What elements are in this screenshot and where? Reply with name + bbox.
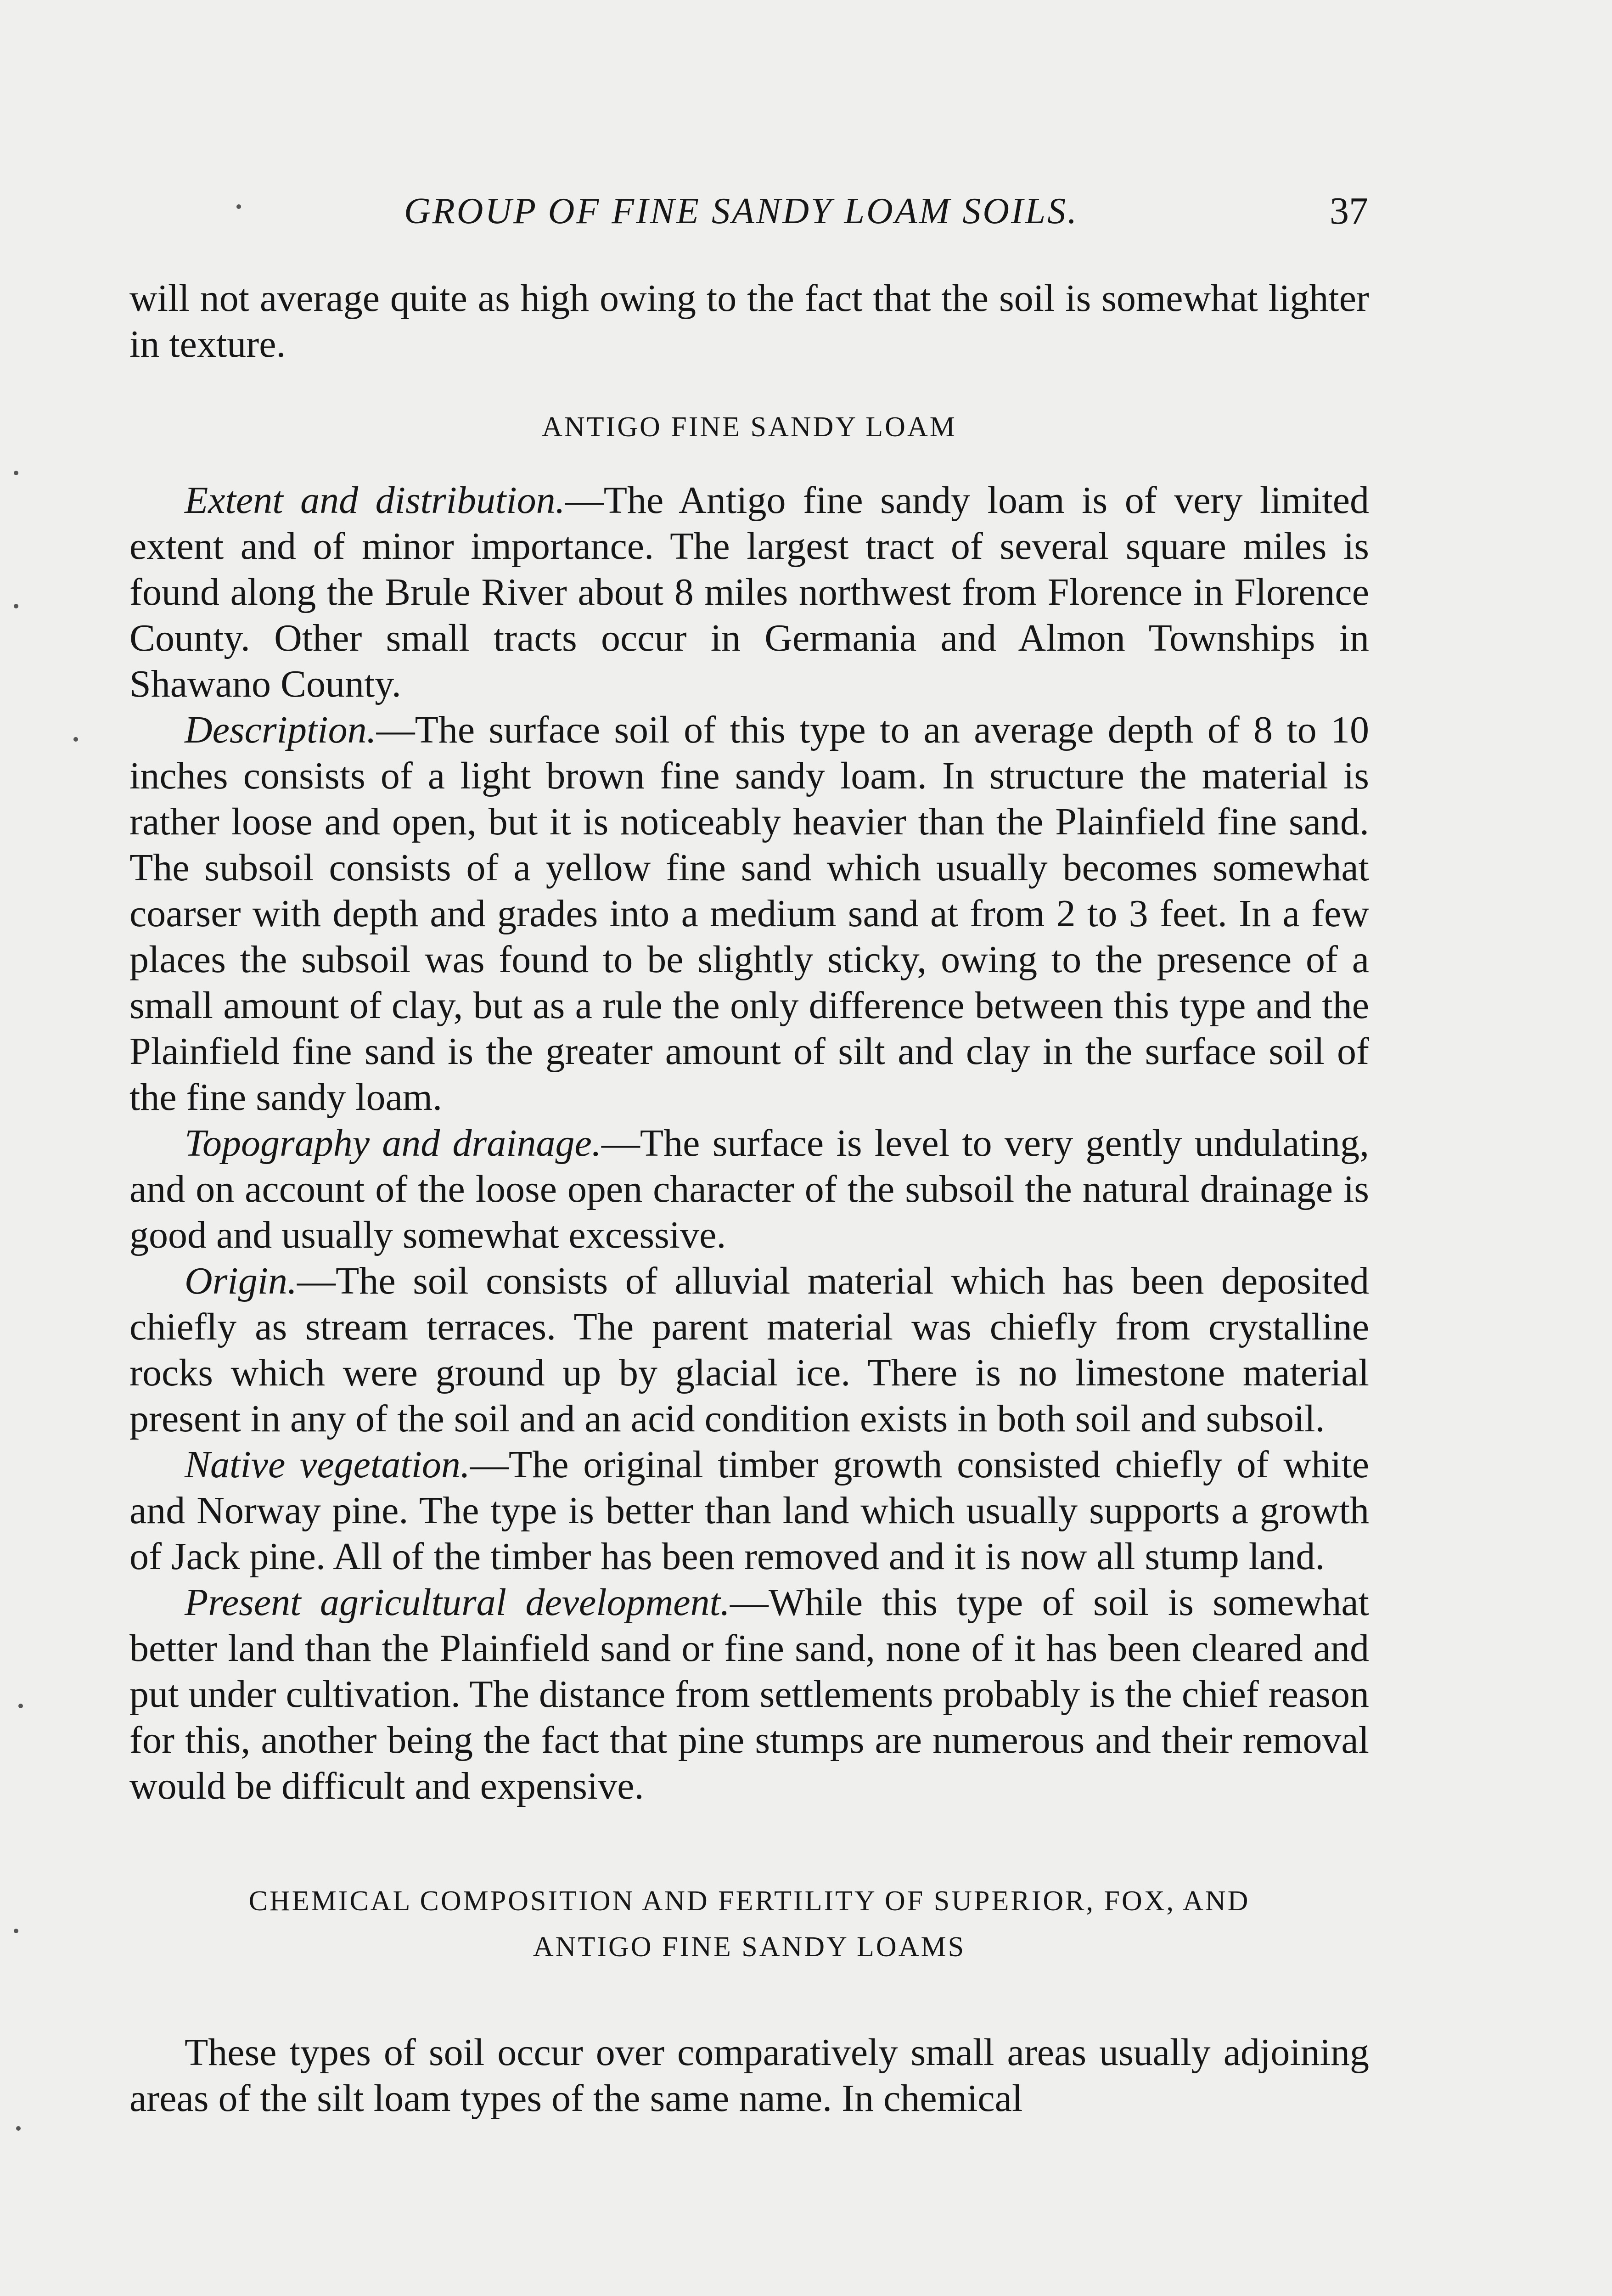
- chemical-heading: [129, 1878, 1369, 1970]
- paragraph-label: Present agricultural development.: [185, 1581, 730, 1624]
- paragraph-text: —The Antigo fine sandy loam is of very limited extent and of minor importance. The largest tract of several square miles is found along the Brule River about 8 miles northwest from Florence in Florence County. Other small tracts occur in Germania and Almon Townships in Shawano County.: [129, 479, 1369, 705]
- running-head: [404, 184, 1368, 239]
- paragraph-origin: [129, 1258, 1369, 1442]
- paragraph-label: Description.: [185, 709, 376, 751]
- paragraph-label: Native vegetation.: [185, 1443, 470, 1486]
- margin-speck: [14, 471, 18, 475]
- paragraph-label: Origin.: [185, 1260, 298, 1302]
- margin-speck: [16, 2126, 21, 2131]
- closing-paragraph: These types of soil occur over comparatively small areas usually adjoining areas of the silt loam types of the same name. In chemical: [129, 2031, 1369, 2120]
- paragraph-label: Topography and drainage.: [185, 1122, 601, 1165]
- paragraph-development: [129, 1580, 1369, 1809]
- paragraph-vegetation: [129, 1442, 1369, 1580]
- body-text: [129, 276, 1369, 2122]
- running-title: GROUP OF FINE SANDY LOAM SOILS.: [404, 191, 1079, 231]
- continued-paragraph: will not average quite as high owing to the fact that the soil is somewhat lighter in texture.: [129, 277, 1369, 366]
- paragraph-label: Extent and distribution.: [185, 479, 565, 522]
- margin-speck: [14, 1929, 18, 1933]
- paragraph-description: [129, 707, 1369, 1120]
- paragraph-text: —While this type of soil is somewhat better land than the Plainfield sand or fine sand, none of it has been cleared and put under cultivation. The distance from settlements probably is the chief reason for this, another being the fact that pine stumps are numerous and their removal would be difficult and expensive.: [129, 1581, 1369, 1807]
- margin-speck: [73, 737, 78, 742]
- paragraph-topography: [129, 1120, 1369, 1258]
- page-number: 37: [1330, 190, 1368, 232]
- chemical-heading-line-1: CHEMICAL COMPOSITION AND FERTILITY OF SUPERIOR, FOX, AND: [248, 1885, 1250, 1917]
- margin-speck: [18, 1704, 23, 1708]
- margin-speck: [236, 204, 241, 209]
- chemical-heading-line-2: ANTIGO FINE SANDY LOAMS: [533, 1931, 966, 1963]
- section-heading: ANTIGO FINE SANDY LOAM: [542, 411, 957, 443]
- paragraph-extent: [129, 478, 1369, 707]
- paragraph-text: —The soil consists of alluvial material which has been deposited chiefly as stream terraces. The parent material was chiefly from crystalline rocks which were ground up by glacial ice. There is no limestone material present in any of the soil and an acid condition exists in both soil and subsoil.: [129, 1260, 1369, 1440]
- paragraph-text: —The surface is level to very gently undulating, and on account of the loose open character of the subsoil the natural drainage is good and usually somewhat excessive.: [129, 1122, 1370, 1256]
- margin-speck: [14, 604, 18, 608]
- paragraph-text: —The surface soil of this type to an average depth of 8 to 10 inches consists of a light brown fine sandy loam. In structure the material is rather loose and open, but it is noticeably heavier than the Plainfield fine sand. The subsoil consists of a yellow fine sand which usually becomes somewhat coarser with depth and grades into a medium sand at from 2 to 3 feet. In a few places the subsoil was found to be slightly sticky, owing to the presence of a small amount of clay, but as a rule the only difference between this type and the Plainfield fine sand is the greater amount of silt and clay in the surface soil of the fine sandy loam.: [129, 709, 1369, 1119]
- paragraph-text: —The original timber growth consisted chiefly of white and Norway pine. The type is better than land which usually supports a growth of Jack pine. All of the timber has been removed and it is now all stump land.: [129, 1443, 1369, 1578]
